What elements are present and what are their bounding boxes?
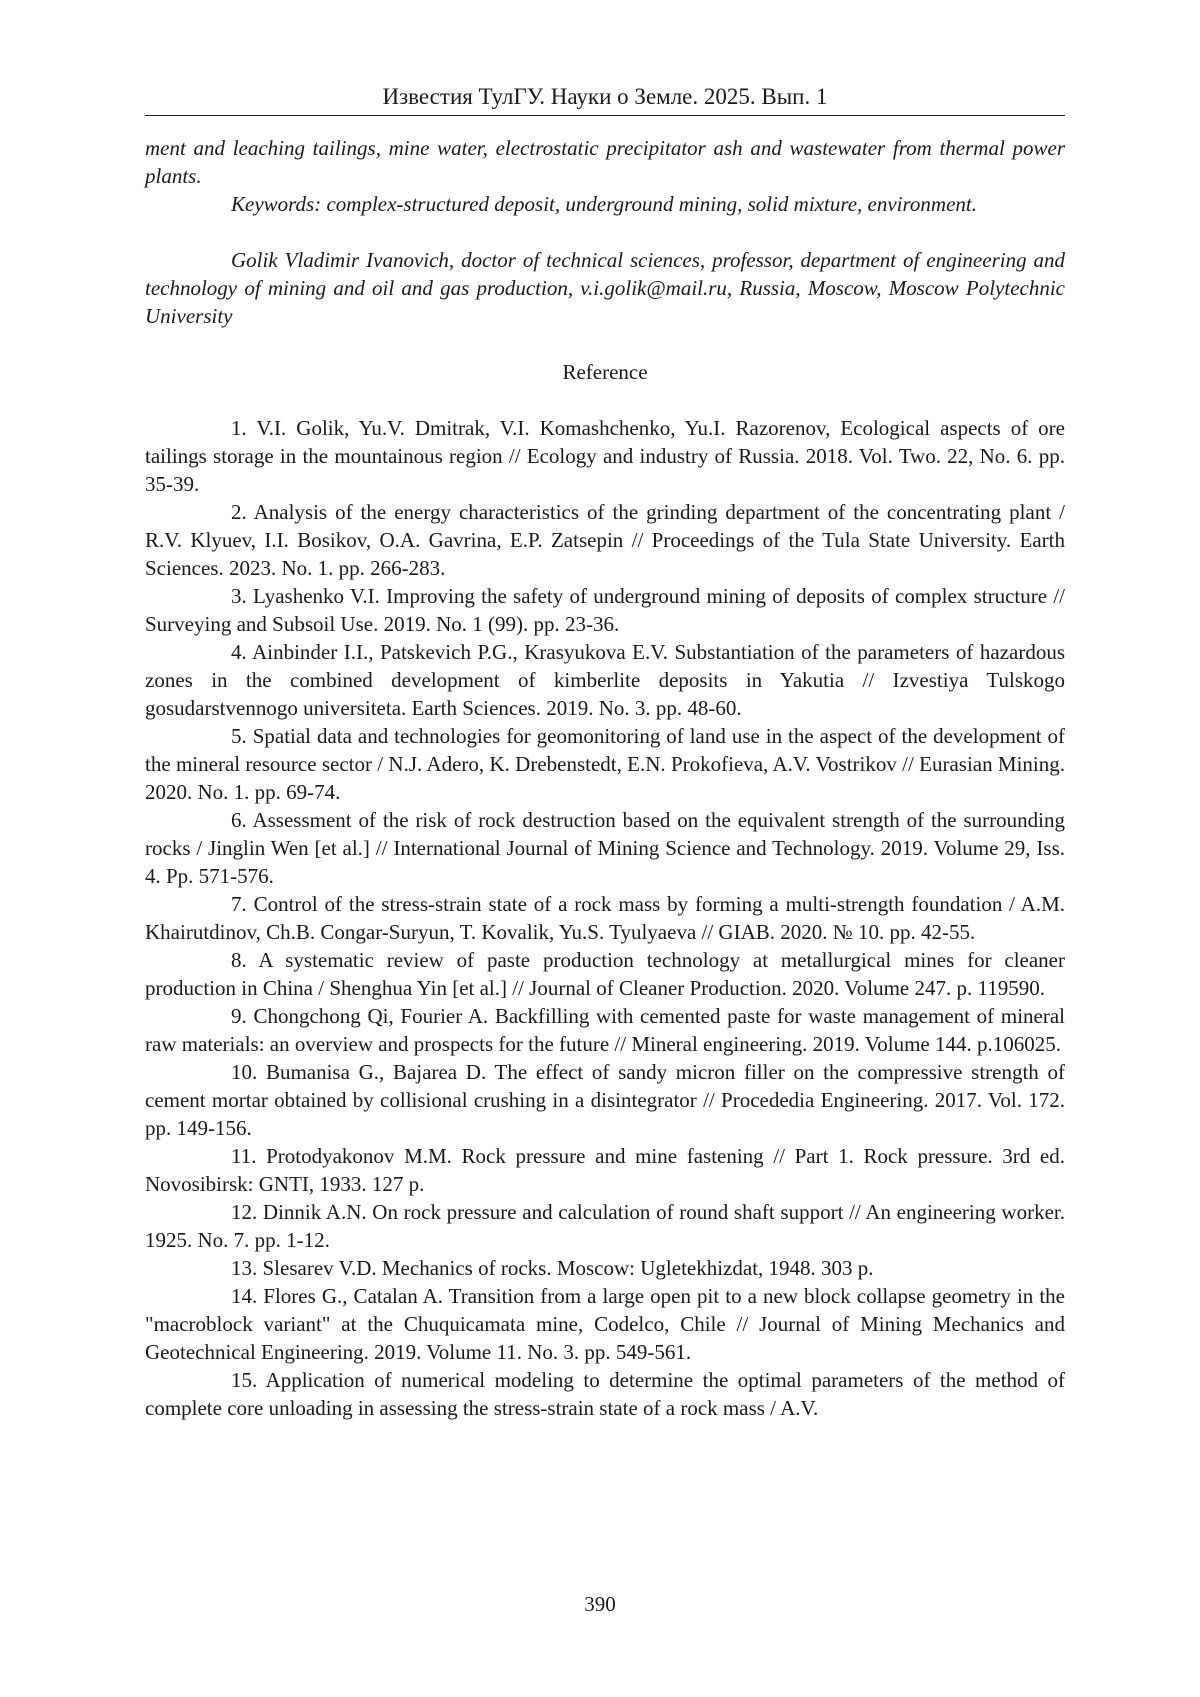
references-list	[145, 414, 1065, 1422]
reference-item: 7. Control of the stress-strain state of a rock mass by forming a multi-strength foundation / A.M. Khairutdinov, Ch.B. Congar-Suryun, T. Kovalik, Yu.S. Tyulyaeva // GIAB. 2020. № 10. pp. 42-55.	[145, 892, 1065, 944]
reference-item: 13. Slesarev V.D. Mechanics of rocks. Moscow: Ugletekhizdat, 1948. 303 p.	[231, 1256, 874, 1280]
references-heading: Reference	[562, 360, 648, 384]
reference-item: 3. Lyashenko V.I. Improving the safety of underground mining of deposits of complex structure // Surveying and Subsoil Use. 2019. No. 1 (99). pp. 23-36.	[145, 584, 1065, 636]
author-info: Golik Vladimir Ivanovich, doctor of technical sciences, professor, department of engineering and technology of mining and oil and gas production, v.i.golik@mail.ru, Russia, Moscow, Moscow Polytechnic University	[145, 248, 1065, 328]
page-body	[145, 82, 1065, 1422]
spacer	[145, 218, 1065, 246]
keywords: Keywords: complex-structured deposit, underground mining, solid mixture, environment.	[231, 192, 977, 216]
reference-item: 8. A systematic review of paste production technology at metallurgical mines for cleaner production in China / Shenghua Yin [et al.] // Journal of Cleaner Production. 2020. Volume 247. p. 119590.	[145, 948, 1065, 1000]
reference-item: 9. Chongchong Qi, Fourier A. Backfilling with cemented paste for waste management of mineral raw materials: an overview and prospects for the future // Mineral engineering. 2019. Volume 144. p.106025.	[145, 1004, 1065, 1056]
reference-item: 6. Assessment of the risk of rock destruction based on the equivalent strength of the surrounding rocks / Jinglin Wen [et al.] // International Journal of Mining Science and Technology. 2019. Volume 29, Iss. 4. Pp. 571-576.	[145, 808, 1065, 888]
abstract-tail: ment and leaching tailings, mine water, electrostatic precipitator ash and wastewater from thermal power plants.	[145, 136, 1065, 188]
reference-item: 11. Protodyakonov M.M. Rock pressure and mine fastening // Part 1. Rock pressure. 3rd ed. Novosibirsk: GNTI, 1933. 127 p.	[145, 1144, 1065, 1196]
running-header: Известия ТулГУ. Науки о Земле. 2025. Вып. 1	[145, 82, 1065, 116]
reference-item: 4. Ainbinder I.I., Patskevich P.G., Krasyukova E.V. Substantiation of the parameters of hazardous zones in the combined development of kimberlite deposits in Yakutia // Izvestiya Tulskogo gosudarstvennogo universiteta. Earth Sciences. 2019. No. 3. pp. 48-60.	[145, 640, 1065, 720]
reference-item: 14. Flores G., Catalan A. Transition from a large open pit to a new block collapse geometry in the "macroblock variant" at the Chuquicamata mine, Codelco, Chile // Journal of Mining Mechanics and Geotechnical Engineering. 2019. Volume 11. No. 3. pp. 549-561.	[145, 1284, 1065, 1364]
reference-item: 2. Analysis of the energy characteristics of the grinding department of the concentrating plant / R.V. Klyuev, I.I. Bosikov, O.A. Gavrina, E.P. Zatsepin // Proceedings of the Tula State University. Earth Sciences. 2023. No. 1. pp. 266-283.	[145, 500, 1065, 580]
page-number: 390	[584, 1592, 616, 1616]
reference-item: 15. Application of numerical modeling to determine the optimal parameters of the method of complete core unloading in assessing the stress-strain state of a rock mass / A.V.	[145, 1368, 1065, 1420]
reference-item: 1. V.I. Golik, Yu.V. Dmitrak, V.I. Komashchenko, Yu.I. Razorenov, Ecological aspects of ore tailings storage in the mountainous region // Ecology and industry of Russia. 2018. Vol. Two. 22, No. 6. pp. 35-39.	[145, 416, 1065, 496]
reference-item: 5. Spatial data and technologies for geomonitoring of land use in the aspect of the development of the mineral resource sector / N.J. Adero, K. Drebenstedt, E.N. Prokofieva, A.V. Vostrikov // Eurasian Mining. 2020. No. 1. pp. 69-74.	[145, 724, 1065, 804]
reference-item: 10. Bumanisa G., Bajarea D. The effect of sandy micron filler on the compressive strength of cement mortar obtained by collisional crushing in a disintegrator // Procededia Engineering. 2017. Vol. 172. pp. 149-156.	[145, 1060, 1065, 1140]
reference-item: 12. Dinnik A.N. On rock pressure and calculation of round shaft support // An engineering worker. 1925. No. 7. pp. 1-12.	[145, 1200, 1065, 1252]
